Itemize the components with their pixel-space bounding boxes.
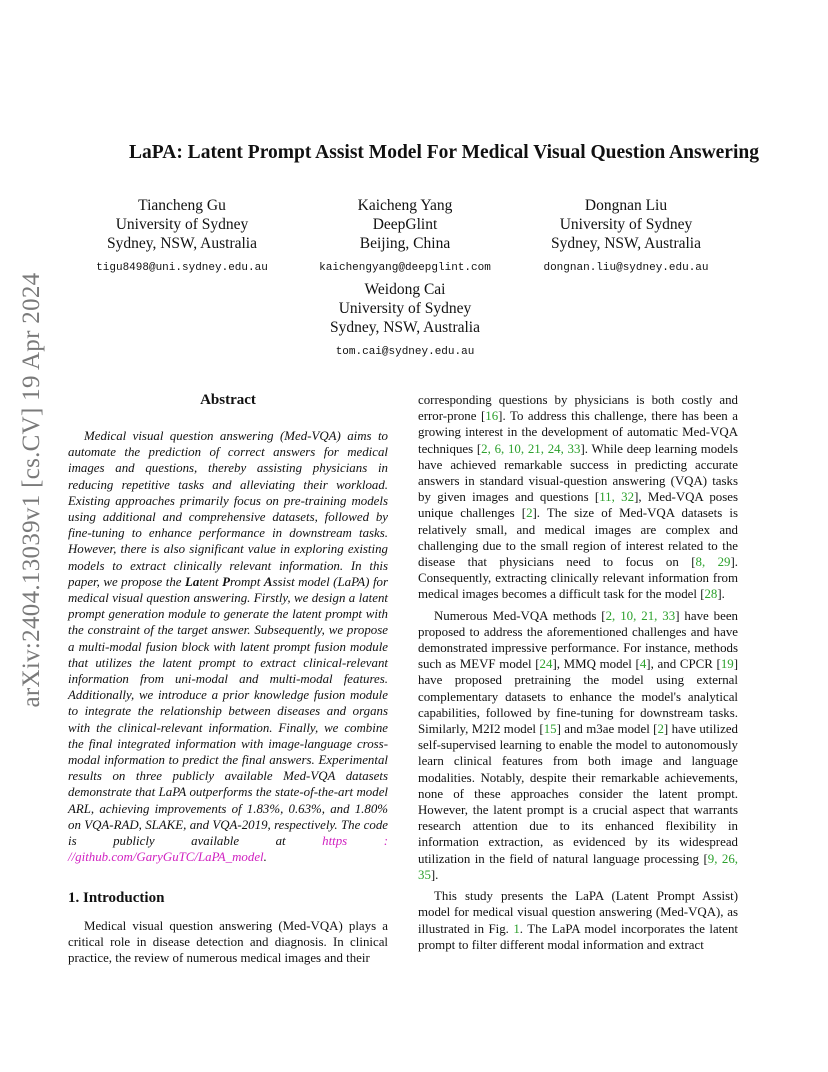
- arxiv-sidebar-id: [6, 272, 58, 708]
- right-paragraph-2: Numerous Med-VQA methods [2, 10, 21, 33] have been proposed to address the aforementioned challenges and have demonstrated impressive performance. For instance, methods such as MEVF model [24], MMQ model [4], and CPCR [19] have proposed pretraining the model using external complementary datasets to enhance the model's analytical capabilities, followed by fine-tuning for downstream tasks. Similarly, M2I2 model [15] and m3ae model [2] have utilized self-supervised learning to enable the model to autonomously learn clinical features from both image and language modalities. Notably, despite their remarkable achievements, none of these approaches consider the latent prompt. However, the latent prompt is a crucial aspect that warrants research attention due to its enhanced flexibility in information extraction, as evidenced by its widespread utilization in the field of natural language processing [9, 26, 35].: [418, 608, 739, 882]
- author-name: Kaicheng Yang: [357, 197, 453, 214]
- author-affiliation: University of Sydney: [559, 216, 693, 233]
- right-paragraph-3: This study presents the LaPA (Latent Prompt Assist) model for medical visual question answering (Med-VQA), as illustrated in Fig. 1. The LaPA model incorporates the latent prompt to filter different modal information and extract: [418, 889, 738, 952]
- author-location: Sydney, NSW, Australia: [551, 235, 701, 252]
- paper-title: LaPA: Latent Prompt Assist Model For Medical Visual Question Answering: [129, 142, 759, 163]
- author-name: Dongnan Liu: [584, 197, 668, 214]
- author-block-3: [524, 196, 728, 278]
- author-name: Tiancheng Gu: [138, 197, 226, 214]
- author-affiliation: DeepGlint: [372, 216, 438, 233]
- author-location: Sydney, NSW, Australia: [330, 319, 480, 336]
- abstract-heading: Abstract: [200, 392, 256, 408]
- intro-paragraph-1: Medical visual question answering (Med-VQA) plays a critical role in disease detection and diagnosis. In clinical practice, the review of numerous medical images and their: [68, 919, 388, 966]
- abstract-body: Medical visual question answering (Med-VQA) aims to automate the prediction of correct answers for medical images and questions, thereby assisting physicians in reducing repetitive tasks and alleviating their workload. Existing approaches primarily focus on pre-training models using additional and comprehensive datasets, followed by fine-tuning to enhance performance in downstream tasks. However, there is also significant value in exploring existing models to extract clinically relevant information. In this paper, we propose the Latent Prompt Assist model (LaPA) for medical visual question answering. Firstly, we design a latent prompt generation module to generate the latent prompt with the constraint of the target answer. Subsequently, we propose a multi-modal fusion block with latent prompt fusion module that utilizes the latent prompt to extract clinical-relevant information from uni-modal and multi-modal features. Additionally, we introduce a prior knowledge fusion module to integrate the relationship between diseases and organs with the clinical-relevant information. Finally, we combine the final integrated information with image-language cross-modal information to predict the final answers. Experimental results on three publicly available Med-VQA datasets demonstrate that LaPA outperforms the state-of-the-art model ARL, achieving improvements of 1.83%, 0.63%, and 1.80% on VQA-RAD, SLAKE, and VQA-2019, respectively. The code is publicly available at https : //github.com/GaryGuTC/LaPA_model.: [68, 429, 388, 865]
- author-email[interactable]: dongnan.liu@sydney.edu.au: [543, 262, 709, 274]
- author-affiliation: University of Sydney: [338, 300, 472, 317]
- author-location: Beijing, China: [359, 235, 451, 252]
- author-name: Weidong Cai: [364, 281, 446, 298]
- code-link[interactable]: https : //github.com/GaryGuTC/LaPA_model: [68, 834, 388, 865]
- author-block-2: [300, 196, 510, 278]
- arxiv-id-text: arXiv:2404.13039v1 [cs.CV] 19 Apr 2024: [18, 272, 45, 708]
- intro-heading: 1. Introduction: [68, 890, 165, 906]
- author-location: Sydney, NSW, Australia: [107, 235, 257, 252]
- right-column: [418, 392, 738, 953]
- author-affiliation: University of Sydney: [115, 216, 249, 233]
- author-email[interactable]: tom.cai@sydney.edu.au: [335, 346, 475, 358]
- author-block-1: [82, 196, 282, 278]
- author-email[interactable]: tigu8498@uni.sydney.edu.au: [96, 262, 268, 274]
- author-block-4: [300, 280, 510, 362]
- right-paragraph-1: corresponding questions by physicians is both costly and error-prone [16]. To address this challenge, there has been a growing interest in the development of automatic Med-VQA techniques [2, 6, 10, 21, 24, 33]. While deep learning models have achieved remarkable success in predicting accurate answers in standard visual-question answering (VQA) tasks by given images and questions [11, 32], Med-VQA poses unique challenges [2]. The size of Med-VQA datasets is relatively small, and medical images are complex and challenging due to the small region of interest related to the disease that physicians need to focus on [8, 29]. Consequently, extracting clinically relevant information from medical images becomes a difficult task for the model [28].: [418, 393, 739, 602]
- author-email[interactable]: kaichengyang@deepglint.com: [319, 262, 491, 274]
